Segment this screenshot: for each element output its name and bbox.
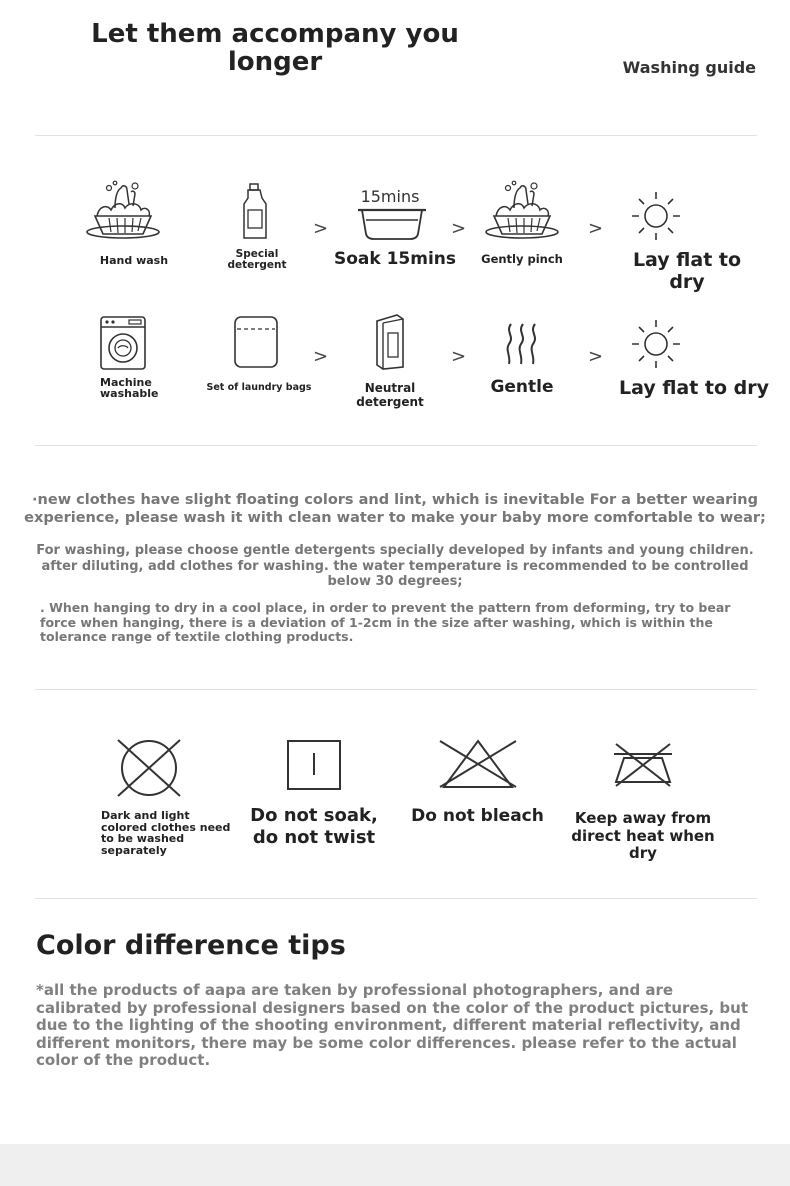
washing-guide-heading: Washing guide: [622, 58, 756, 77]
warning-label: Keep away from direct heat when dry: [571, 809, 715, 862]
color-tips-text: *all the products of aapa are taken by professional photographers, and are calibrated by professional designers based on the color of the product pictures, but due to the lighting of the shooting environment, different material reflectivity, and different monitors, there may be some color differences. please refer to the actual color of the product.: [36, 981, 749, 1069]
steam-icon: [503, 322, 543, 366]
sun-icon: [630, 318, 682, 370]
divider: [35, 135, 757, 136]
warning-label: Do not soak, do not twist: [250, 805, 378, 848]
detergent-bottle-icon: [240, 182, 270, 242]
step-label: Gently pinch: [481, 252, 563, 266]
warning-label: Dark and light colored clothes need to be washed separately: [101, 809, 231, 857]
step-arrow: >: [588, 346, 604, 367]
washing-machine-icon: [99, 315, 147, 371]
divider: [35, 689, 757, 690]
detergent-box-icon: [373, 313, 407, 371]
footer-band: [0, 1144, 790, 1186]
sun-icon: [630, 190, 682, 242]
note-washing: For washing, please choose gentle detergents specially developed by infants and young children. after diluting, add clothes for washing. the water temperature is recommended to be controlled below 30 degrees;: [36, 543, 754, 589]
divider: [35, 898, 757, 899]
step-arrow: >: [313, 346, 329, 367]
step-label: Set of laundry bags: [206, 382, 312, 393]
no-soak-square-icon: [286, 739, 342, 791]
step-label: Hand wash: [99, 254, 169, 267]
page-title: Let them accompany you longer: [91, 19, 459, 77]
step-label: Gentle: [490, 377, 554, 397]
color-tips-title: Color difference tips: [36, 930, 346, 961]
step-label: Machine washable: [100, 376, 159, 400]
crossed-circle-icon: [114, 738, 184, 798]
step-arrow: >: [588, 218, 604, 239]
note-lint: ·new clothes have slight floating colors and lint, which is inevitable For a better wearing experience, please wash it with clean water to make your baby more comfortable to wear;: [24, 492, 766, 526]
step-arrow: >: [451, 346, 467, 367]
warning-label: Do not bleach: [411, 806, 544, 826]
divider: [35, 445, 757, 446]
step-arrow: >: [313, 218, 329, 239]
laundry-bag-icon: [233, 315, 279, 369]
note-drying: . When hanging to dry in a cool place, in order to prevent the pattern from deforming, try to bear force when hanging, there is a deviation of 1-2cm in the size after washing, which is within the tolerance range of textile clothing products.: [40, 600, 731, 644]
no-bleach-triangle-icon: [438, 739, 518, 789]
step-label: Lay flat to dry: [632, 249, 742, 293]
soak-basin-icon: [356, 206, 428, 240]
hand-wash-icon: [85, 180, 161, 242]
soak-time-text: 15mins: [360, 187, 420, 206]
step-label: Soak 15mins: [333, 249, 457, 269]
step-label: Neutral detergent: [356, 381, 424, 409]
step-arrow: >: [451, 218, 467, 239]
no-iron-icon: [610, 738, 676, 790]
step-label: Lay flat to dry: [618, 377, 770, 399]
hand-wash-icon: [484, 180, 560, 242]
step-label: Special detergent: [227, 248, 287, 271]
